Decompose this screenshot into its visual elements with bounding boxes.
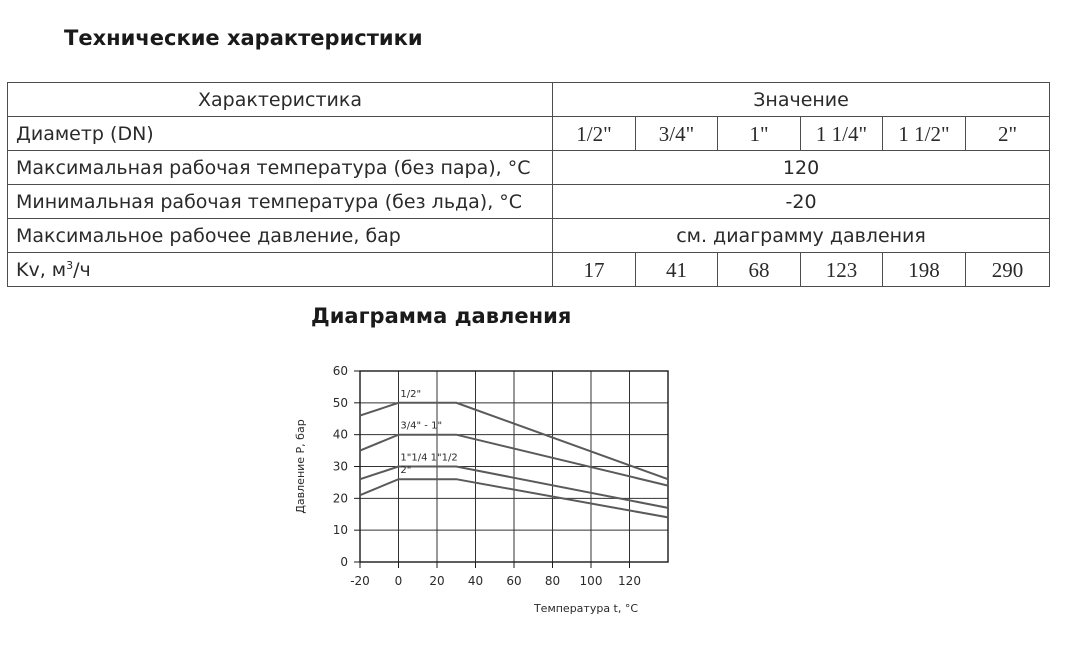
kv-label-tail: /ч	[73, 258, 91, 281]
kv-cell: 123	[801, 253, 883, 287]
diameter-cell: 1/2"	[553, 117, 636, 151]
y-axis-label: Давление P, бар	[294, 419, 307, 514]
header-value: Значение	[553, 83, 1050, 117]
table-header-row	[8, 83, 1050, 117]
x-tick-label: 80	[544, 574, 561, 588]
table-row-max-temp	[8, 151, 1050, 185]
x-axis-label: Температура t, °C	[533, 602, 639, 615]
max-pressure-value: см. диаграмму давления	[553, 219, 1050, 253]
specs-table	[7, 82, 1050, 287]
table-row-diameter	[8, 117, 1050, 151]
chart-title: Диаграмма давления	[311, 304, 572, 328]
header-characteristic: Характеристика	[8, 83, 553, 117]
x-tick-label: 40	[467, 574, 484, 588]
diameter-cell: 1 1/4"	[801, 117, 883, 151]
kv-cell: 290	[966, 253, 1050, 287]
y-tick-label: 0	[340, 555, 348, 569]
diameter-cell: 1"	[718, 117, 801, 151]
kv-cell: 68	[718, 253, 801, 287]
row-label-kv	[8, 253, 553, 287]
min-temp-value: -20	[553, 185, 1050, 219]
pressure-chart	[270, 355, 710, 635]
x-tick-label: 120	[618, 574, 641, 588]
table-row-min-temp	[8, 185, 1050, 219]
y-tick-label: 30	[332, 459, 348, 474]
kv-cell: 17	[553, 253, 636, 287]
y-tick-label: 10	[332, 523, 348, 538]
axis-ticks	[333, 364, 641, 588]
row-label-max-temp: Максимальная рабочая температура (без пара), °C	[8, 151, 553, 185]
kv-label-sup: 3	[66, 258, 74, 272]
diameter-cell: 3/4"	[636, 117, 718, 151]
row-label-min-temp: Минимальная рабочая температура (без льда), °C	[8, 185, 553, 219]
diameter-cell: 2"	[966, 117, 1050, 151]
x-tick-label: 20	[429, 574, 445, 588]
table-row-kv	[8, 253, 1050, 287]
x-tick-label: 60	[506, 574, 522, 588]
y-tick-label: 40	[332, 427, 348, 442]
x-tick-label: -20	[350, 574, 370, 588]
y-tick-label: 50	[332, 395, 348, 410]
diameter-cell: 1 1/2"	[883, 117, 966, 151]
max-temp-value: 120	[553, 151, 1050, 185]
table-row-max-pressure	[8, 219, 1050, 253]
row-label-diameter: Диаметр (DN)	[8, 117, 553, 151]
x-tick-label: 0	[394, 574, 403, 588]
y-tick-label: 60	[332, 364, 348, 378]
series-label: 1"1/4 1"1/2	[400, 452, 458, 464]
page-title: Технические характеристики	[64, 26, 423, 50]
series-label: 1/2"	[400, 388, 422, 400]
series-label: 2"	[400, 465, 412, 477]
row-label-max-pressure: Максимальное рабочее давление, бар	[8, 219, 553, 253]
kv-cell: 41	[636, 253, 718, 287]
series-label: 3/4" - 1"	[400, 420, 443, 432]
x-tick-label: 100	[579, 574, 603, 588]
y-tick-label: 20	[332, 491, 348, 506]
kv-cell: 198	[883, 253, 966, 287]
kv-label-main: Kv, м	[16, 258, 67, 281]
